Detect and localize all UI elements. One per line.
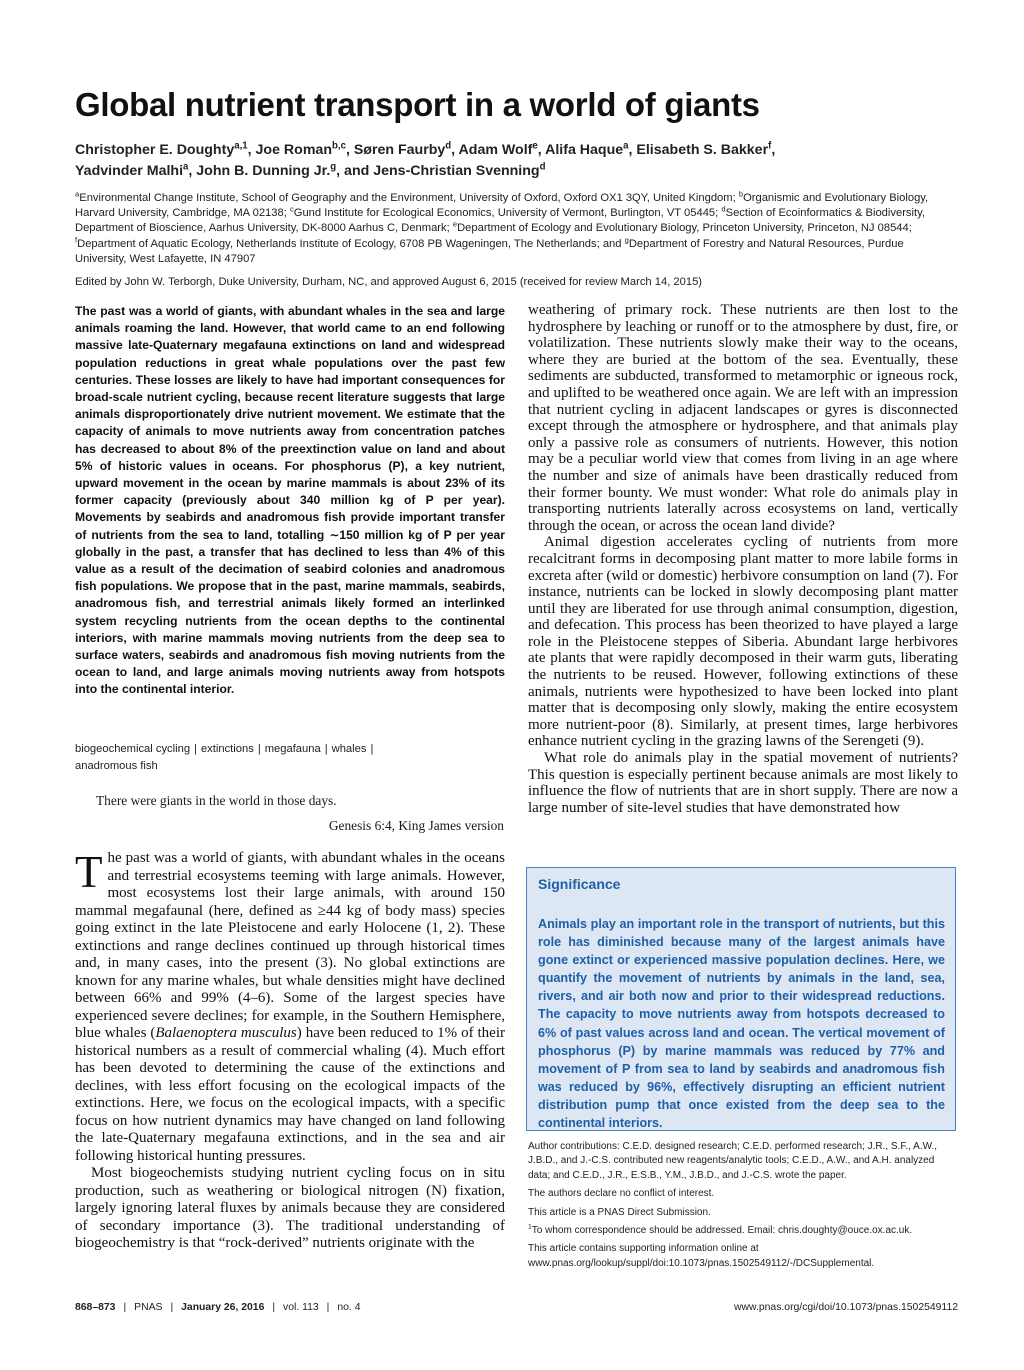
author-line-1 xyxy=(75,140,955,161)
footnote-marker: 1 xyxy=(528,1223,532,1231)
footer-separator: | xyxy=(123,1302,127,1313)
affiliation: Organismic and Evolutionary Biology, Harvard University, Cambridge, MA 02138; xyxy=(75,192,929,220)
keyword[interactable]: anadromous fish xyxy=(75,760,158,772)
footer-separator: | xyxy=(326,1302,330,1313)
supporting-info-note[interactable]: This article contains supporting information online at www.pnas.org/lookup/suppl/doi:10.1073/pnas.1502549112/-/DCSupplemental. xyxy=(528,1243,875,1269)
author-affil-sup: e xyxy=(532,140,538,152)
affil-sup: f xyxy=(75,234,78,244)
page-range: 868–873 xyxy=(75,1302,116,1313)
intro-paragraph xyxy=(75,847,506,1165)
body-paragraph: Animal digestion accelerates cycling of nutrients from more recalcitrant forms in decomposing plant matter to more labile forms in excreta after (wild or domestic) herbivore consumption on land (7). For instance, nutrients can be locked in slowly decomposing plant matter until they are liberated for use through animal consumption, digestion, and defecation. This process has been theorized to have played a large role in the Pleistocene steppes of Siberia. Abundant large herbivores ate plants that were rapidly decomposed in their warm guts, liberating the nutrients to be reused. However, following extinctions of these animals, nutrients were hypothesized to have been locked into plant matter that is decomposing only slowly, making the entire ecosystem more nutrient-poor (8). Similarly, at present times, large herbivores enhance nutrient cycling in the grazing lawns of the Serengeti (9). xyxy=(528,534,958,750)
submission-note: This article is a PNAS Direct Submission. xyxy=(528,1206,711,1218)
affil-sup: e xyxy=(452,219,458,229)
author-list xyxy=(75,140,955,182)
affiliation: Department of Ecology and Evolutionary Biology, Princeton University, Princeton, NJ 08544; xyxy=(457,222,912,235)
affil-sup: a xyxy=(75,189,80,199)
editor-note: Edited by John W. Terborgh, Duke University, Durham, NC, and approved August 6, 2015 (received for review March 14, 2015) xyxy=(75,276,703,288)
page-footer xyxy=(75,1302,361,1313)
keyword-separator: | xyxy=(324,743,328,755)
abstract: The past was a world of giants, with abundant whales in the sea and large animals roaming the land. However, that world came to an end following massive late-Quaternary megafauna extinctions on land and widespread population reductions in great whale populations over the past few centuries. These losses are likely to have had important consequences for broad-scale nutrient cycling, because recent literature suggests that large animals disproportionately drive nutrient movement. We estimate that the capacity of animals to move nutrients away from concentration patches has decreased to about 8% of the preextinction value on land and about 5% of historic values in oceans. For phosphorus (P), a key nutrient, upward movement in the ocean by marine mammals is about 23% of its former capacity (previously about 340 million kg of P per year). Movements by seabirds and anadromous fish provide important transfer of nutrients from the sea to land, totalling ∼150 million kg of P per year globally in the past, a transfer that has declined to less than 4% of this value as a result of the decimation of seabird colonies and anadromous fish populations. We propose that in the past, marine mammals, seabirds, anadromous fish, and terrestrial animals likely formed an interlinked system recycling nutrients from the ocean depths to the continental interiors, with marine mammals moving nutrients from the deep sea to surface waters, seabirds and anadromous fish moving nutrients from the ocean to land, and large animals moving nutrients away from hotspots into the continental interior. xyxy=(75,304,505,697)
epigraph-quote: There were giants in the world in those days. xyxy=(96,793,337,808)
keywords xyxy=(75,741,505,775)
author-line-2 xyxy=(75,161,955,182)
author-separator: , and xyxy=(336,163,374,179)
affiliation: Gund Institute for Ecological Economics, University of Vermont, Burlington, VT 05445; xyxy=(293,207,722,220)
conflict-statement: The authors declare no conflict of interest. xyxy=(528,1188,715,1200)
affiliation: Environmental Change Institute, School of Geography and the Environment, University of Oxford, Oxford OX1 3QY, United Kingdom; xyxy=(79,192,739,204)
author-separator: , xyxy=(537,142,546,158)
intro-text: ) have been reduced to 1% of their historical numbers as a result of commercial whaling (4). Much effort has been devoted to determining the cause of the extinctions and declines, with less effort focusing on the ecological impacts of the extinctions. Here, we focus on the ecological impacts, with a specific focus on how nutrient dynamics may have changed on land following the late-Quaternary megafauna extinctions, and in the sea and air following historical hunting pressures. xyxy=(75,1025,506,1164)
author-separator: , xyxy=(771,142,776,158)
issue-number: no. 4 xyxy=(337,1302,361,1313)
intro-text: he past was a world of giants, with abundant whales in the oceans and terrestrial ecosystems teeming with large animals. However, most ecosystems lost their large animals, with around 150 mammal megafaunal (here, defined as ≥44 kg of body mass) species going extinct in the late Pleistocene and early Holocene (1, 2). These extinctions and range declines continued up through historical times and, in many cases, into the present (3). No global extinctions are known for any marine whales, but whale densities might have declined between 66% and 99% (4–6). Some of the largest species have experienced severe declines; for example, in the Southern Hemisphere, blue whales ( xyxy=(75,850,505,1041)
author-name[interactable]: Alifa Haque xyxy=(545,142,624,158)
significance-title: Significance xyxy=(538,876,621,892)
author-separator: , xyxy=(345,142,354,158)
affiliation: Department of Aquatic Ecology, Netherlands Institute of Ecology, 6708 PB Wageningen, The Netherlands; and xyxy=(77,237,625,250)
doi-link[interactable]: www.pnas.org/cgi/doi/10.1073/pnas.1502549112 xyxy=(734,1302,958,1313)
right-column-text xyxy=(528,302,958,816)
intro-paragraph: Most biogeochemists studying nutrient cycling focus on in situ production, such as weathering or biological nitrogen (N) fixation, largely ignoring lateral fluxes by animals because they are considered of secondary importance (3). The traditional understanding of biogeochemistry is that “rock-derived” nutrients originate with the xyxy=(75,1165,505,1251)
author-separator: , xyxy=(247,142,256,158)
author-affil-sup: a xyxy=(183,161,189,173)
keyword[interactable]: biogeochemical cycling xyxy=(75,743,191,755)
journal-name: PNAS xyxy=(134,1302,163,1313)
affil-sup: d xyxy=(721,204,726,214)
author-name[interactable]: Jens-Christian Svenning xyxy=(373,163,540,179)
author-contributions: Author contributions: C.E.D. designed research; C.E.D. performed research; J.R., S.F., A.W., J.B.D., and J.-C.S. contributed new reagents/analytic tools; C.E.D., A.W., and A.H. analyzed data; and C.E.D., J.R., E.S.B., Y.M., J.B.D., and J.-C.S. wrote the paper. xyxy=(528,1141,938,1181)
footer-separator: | xyxy=(170,1302,174,1313)
author-affil-sup: f xyxy=(768,140,772,152)
author-affil-sup: b,c xyxy=(332,140,346,152)
introduction-text xyxy=(75,847,506,1253)
author-affil-sup: a,1 xyxy=(234,140,248,152)
drop-cap: T xyxy=(75,847,103,897)
keyword[interactable]: whales xyxy=(331,743,367,755)
affil-sup: b xyxy=(738,189,744,199)
author-affil-sup: a xyxy=(623,140,629,152)
author-name[interactable]: John B. Dunning Jr. xyxy=(196,163,331,179)
affiliation: Section of Ecoinformatics & Biodiversity, Department of Bioscience, Aarhus University, DK-8000 Aarhus C, Denmark; xyxy=(75,207,925,235)
correspondence-note xyxy=(528,1224,958,1238)
epigraph-citation: Genesis 6:4, King James version xyxy=(328,818,504,833)
correspondence-text[interactable]: To whom correspondence should be addressed. Email: chris.doughty@ouce.ox.ac.uk. xyxy=(531,1225,913,1237)
author-affil-sup: d xyxy=(539,161,546,173)
significance-text: Animals play an important role in the transport of nutrients, but this role has diminished because many of the largest animals have gone extinct or experienced massive population declines. Here, we quantify the movement of nutrients by animals in the land, sea, rivers, and air both now and prior to their widespread reductions. The capacity to move nutrients away from hotspots decreased to 6% of past values across land and ocean. The vertical movement of phosphorus (P) by marine mammals was reduced by 77% and movement of P from sea to land by seabirds and anadromous fish was reduced by 96%, effectively disrupting an efficient nutrient distribution pump that once existed from the deep sea to the continental interiors. xyxy=(538,917,945,1131)
keyword[interactable]: megafauna xyxy=(264,743,321,755)
affil-sup: g xyxy=(624,234,629,244)
author-affil-sup: d xyxy=(445,140,452,152)
author-separator: , xyxy=(451,142,459,158)
body-paragraph: weathering of primary rock. These nutrients are then lost to the hydrosphere by leaching or runoff or to the atmosphere by dust, fire, or volatilization. These nutrients slowly make their way to the oceans, where they are buried at the bottom of the sea. Eventually, these sediments are subducted, transformed to metamorphic or igneous rock, and uplifted to be weathered once again. We are left with an impression that nutrient cycling in adjacent landscapes or gyres is disconnected except through the atmosphere or hydrosphere, and that animals play only a passive role as consumers of nutrients. However, this notion may be a peculiar world view that comes from living in an age where the number and size of animals have been drastically reduced from their former bounty. We must wonder: What role do animals play in transporting nutrients laterally across ecosystems on land, vertically through the ocean, or across the ocean land divide? xyxy=(528,302,958,534)
author-name[interactable]: Søren Faurby xyxy=(353,142,446,158)
author-name[interactable]: Yadvinder Malhi xyxy=(75,163,184,179)
author-separator: , xyxy=(628,142,637,158)
affiliation: Department of Forestry and Natural Resources, Purdue University, West Lafayette, IN 47907 xyxy=(75,237,904,265)
volume: vol. 113 xyxy=(283,1302,319,1313)
issue-date: January 26, 2016 xyxy=(181,1302,265,1313)
author-affil-sup: g xyxy=(330,161,337,173)
significance-box xyxy=(526,867,956,1131)
affiliations xyxy=(75,191,955,267)
author-name[interactable]: Elisabeth S. Bakker xyxy=(636,142,769,158)
keyword-separator: | xyxy=(194,743,197,755)
author-name[interactable]: Christopher E. Doughty xyxy=(75,142,235,158)
keyword-separator: | xyxy=(370,743,374,755)
species-name: Balaenoptera musculus xyxy=(155,1025,297,1041)
article-notes xyxy=(528,1140,958,1275)
keyword-separator: | xyxy=(257,743,261,755)
footer-separator: | xyxy=(272,1302,276,1313)
article-title: Global nutrient transport in a world of giants xyxy=(75,86,760,123)
affil-sup: c xyxy=(289,204,294,214)
author-separator: , xyxy=(188,163,197,179)
author-name[interactable]: Adam Wolf xyxy=(458,142,533,158)
author-name[interactable]: Joe Roman xyxy=(255,142,332,158)
body-paragraph: What role do animals play in the spatial movement of nutrients? This question is especially pertinent because animals are most likely to influence the flow of nutrients that are in short supply. There are now a large number of site-level studies that have demonstrated how xyxy=(528,750,958,816)
keyword[interactable]: extinctions xyxy=(200,743,254,755)
